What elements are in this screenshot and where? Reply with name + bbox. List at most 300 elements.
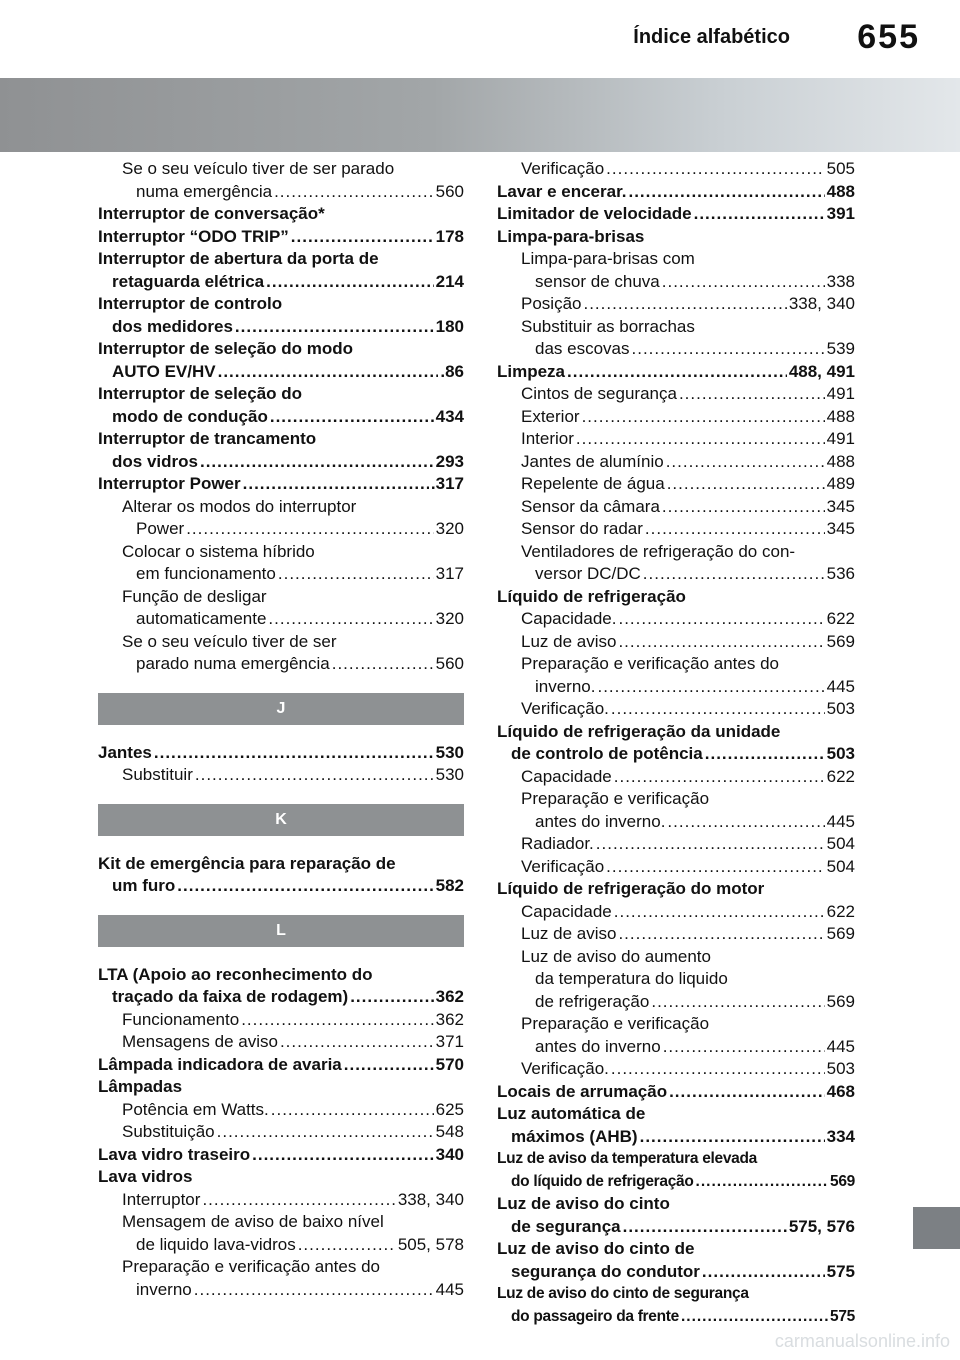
entry-text: Lava vidro traseiro xyxy=(98,1144,251,1164)
entry-text: Luz de aviso da temperatura elevada xyxy=(497,1150,757,1167)
entry-text: em funcionamento xyxy=(136,564,276,583)
index-entry xyxy=(98,853,464,876)
leader-dots xyxy=(241,1009,433,1032)
index-entry xyxy=(98,608,464,631)
index-entry xyxy=(497,226,855,249)
entry-page-ref: 489 xyxy=(826,474,855,493)
entry-text: Radiador. xyxy=(521,834,594,853)
index-entry xyxy=(98,361,464,384)
entry-text: Interruptor de controlo xyxy=(98,294,283,313)
entry-page-ref: 488 xyxy=(826,451,855,471)
entry-page-ref: 575 xyxy=(830,1307,855,1325)
entry-page-ref: 488 xyxy=(826,406,855,426)
index-entry xyxy=(497,496,855,519)
entry-text: Verificação xyxy=(521,856,605,876)
index-entry xyxy=(497,338,855,361)
leader-dots xyxy=(614,766,825,789)
entry-text: Exterior xyxy=(521,406,580,426)
index-entry xyxy=(497,1081,855,1104)
index-entry xyxy=(497,811,855,834)
leader-dots xyxy=(344,1054,434,1077)
entry-page-ref: 504 xyxy=(826,834,855,853)
entry-text: versor DC/DC xyxy=(535,564,641,583)
entry-text: Kit de emergência para reparação de xyxy=(98,853,396,873)
leader-dots xyxy=(669,1081,825,1104)
leader-dots xyxy=(623,1216,787,1239)
index-entry xyxy=(98,1279,464,1302)
index-entry xyxy=(98,1256,464,1279)
index-entry xyxy=(98,964,464,987)
entry-text: dos vidros xyxy=(112,451,198,471)
index-entry xyxy=(98,1031,464,1054)
entry-text: Preparação e verificação xyxy=(521,789,710,808)
entry-page-ref: 625 xyxy=(435,1099,464,1119)
index-column-right xyxy=(497,158,855,1328)
entry-page-ref: 560 xyxy=(435,181,464,201)
leader-dots xyxy=(606,158,824,181)
index-entry xyxy=(497,1058,855,1081)
entry-text: de segurança xyxy=(511,1216,621,1236)
leader-dots xyxy=(628,181,824,204)
index-entry xyxy=(98,226,464,249)
entry-page-ref: 505 xyxy=(826,159,855,178)
leader-dots xyxy=(332,653,434,676)
index-entry xyxy=(98,518,464,541)
index-entry xyxy=(497,406,855,429)
index-entry xyxy=(497,923,855,946)
entry-text: Luz de aviso do aumento xyxy=(521,946,711,966)
entry-page-ref: 445 xyxy=(826,676,855,696)
entry-page-ref: 178 xyxy=(435,226,464,246)
index-entry xyxy=(98,563,464,586)
index-entry xyxy=(497,1036,855,1059)
leader-dots xyxy=(252,1144,434,1167)
entry-page-ref: 338, 340 xyxy=(397,1189,464,1209)
index-entry xyxy=(497,653,855,676)
index-entry xyxy=(98,1009,464,1032)
leader-dots xyxy=(663,1036,825,1059)
leader-dots xyxy=(651,991,824,1014)
entry-page-ref: 569 xyxy=(830,1172,855,1190)
entry-page-ref: 582 xyxy=(435,876,464,895)
entry-text: Se o seu veículo tiver de ser parado xyxy=(122,159,395,178)
entry-text: Interruptor xyxy=(122,1189,201,1209)
entry-text: Alterar os modos do interruptor xyxy=(122,496,357,516)
index-entry xyxy=(497,518,855,541)
entry-page-ref: 320 xyxy=(435,609,464,628)
entry-text: um furo xyxy=(112,876,176,895)
index-entry xyxy=(98,316,464,339)
index-entry xyxy=(497,743,855,766)
index-entry xyxy=(497,181,855,204)
index-entry xyxy=(98,203,464,226)
entry-text: modo de condução xyxy=(112,406,268,426)
entry-text: Luz de aviso xyxy=(521,924,617,943)
entry-text: Sensor do radar xyxy=(521,519,643,538)
leader-dots xyxy=(640,1126,825,1149)
index-entry xyxy=(497,901,855,924)
index-entry xyxy=(497,856,855,879)
index-entry xyxy=(497,158,855,181)
leader-dots xyxy=(667,473,825,496)
leader-dots xyxy=(194,1279,434,1302)
index-entry xyxy=(497,316,855,339)
index-entry xyxy=(497,428,855,451)
entry-page-ref: 445 xyxy=(435,1279,464,1299)
entry-text: automaticamente xyxy=(136,609,267,628)
entry-page-ref: 334 xyxy=(826,1126,855,1146)
index-entry xyxy=(98,1099,464,1122)
index-entry xyxy=(497,946,855,969)
section-letter-bar: J xyxy=(98,693,464,725)
entry-page-ref: 214 xyxy=(435,271,464,291)
leader-dots xyxy=(280,1031,434,1054)
entry-text: Interior xyxy=(521,429,574,448)
entry-page-ref: 575 xyxy=(826,1261,855,1281)
leader-dots xyxy=(666,451,825,474)
index-entry xyxy=(98,1076,464,1099)
entry-page-ref: 293 xyxy=(435,451,464,471)
entry-text: Verificação xyxy=(521,159,605,178)
leader-dots xyxy=(218,361,439,384)
entry-text: Capacidade. xyxy=(521,609,617,628)
entry-page-ref: 569 xyxy=(826,991,855,1011)
entry-text: sensor de chuva xyxy=(535,271,660,291)
entry-text: Capacidade xyxy=(521,901,612,921)
index-entry xyxy=(98,986,464,1009)
entry-text: Jantes xyxy=(98,742,152,762)
header-gradient-band xyxy=(0,78,960,152)
index-entry xyxy=(497,1193,855,1216)
entry-text: Função de desligar xyxy=(122,586,267,606)
index-entry xyxy=(497,203,855,226)
index-entry xyxy=(497,1261,855,1284)
index-entry xyxy=(98,1189,464,1212)
page-number: 655 xyxy=(857,18,920,56)
index-entry xyxy=(497,1216,855,1239)
leader-dots xyxy=(243,473,429,496)
entry-text: AUTO EV/HV xyxy=(112,361,216,381)
entry-text: segurança do condutor xyxy=(511,1261,700,1281)
leader-dots xyxy=(298,1234,396,1257)
entry-page-ref: 505, 578 xyxy=(397,1234,464,1254)
entry-text: Capacidade xyxy=(521,766,612,786)
leader-dots xyxy=(154,742,434,765)
leader-dots xyxy=(597,676,824,699)
index-entry xyxy=(497,1013,855,1036)
entry-text: Preparação e verificação xyxy=(521,1014,710,1033)
entry-text: Líquido de refrigeração xyxy=(497,586,686,606)
index-entry xyxy=(497,1171,855,1194)
entry-text: Sensor da câmara xyxy=(521,496,660,516)
entry-text: parado numa emergência xyxy=(136,654,330,673)
entry-page-ref: 503 xyxy=(826,1059,855,1078)
entry-text: Líquido de refrigeração da unidade xyxy=(497,721,781,741)
leader-dots xyxy=(200,451,434,474)
index-entry xyxy=(98,248,464,271)
entry-page-ref: 391 xyxy=(826,204,855,223)
index-entry xyxy=(497,1306,855,1329)
index-entry xyxy=(98,1166,464,1189)
index-entry xyxy=(98,293,464,316)
entry-text: Interruptor de trancamento xyxy=(98,429,317,448)
entry-text: Substituir xyxy=(122,765,193,784)
entry-text: Luz de aviso do cinto xyxy=(497,1194,670,1213)
entry-text: Preparação e verificação antes do xyxy=(122,1257,380,1276)
entry-page-ref: 530 xyxy=(435,742,464,762)
leader-dots xyxy=(611,698,825,721)
entry-text: antes do inverno. xyxy=(535,811,666,831)
index-entry xyxy=(98,1054,464,1077)
entry-text: da temperatura do liquido xyxy=(535,969,728,988)
index-entry xyxy=(497,541,855,564)
index-entry xyxy=(497,878,855,901)
entry-text: inverno xyxy=(136,1279,192,1299)
leader-dots xyxy=(350,986,433,1009)
entry-page-ref: 488, 491 xyxy=(788,361,855,381)
entry-text: Lâmpada indicadora de avaria xyxy=(98,1054,342,1074)
entry-text: das escovas xyxy=(535,339,630,358)
index-entry xyxy=(497,698,855,721)
entry-page-ref: 569 xyxy=(826,924,855,943)
index-entry xyxy=(497,991,855,1014)
entry-text: Limpa-para-brisas xyxy=(497,226,645,246)
index-entry xyxy=(98,473,464,496)
index-entry xyxy=(497,631,855,654)
entry-text: de refrigeração xyxy=(535,991,650,1011)
index-entry xyxy=(98,1121,464,1144)
entry-text: Líquido de refrigeração do motor xyxy=(497,879,765,898)
index-entry xyxy=(497,721,855,744)
entry-text: Lâmpadas xyxy=(98,1077,183,1096)
entry-page-ref: 317 xyxy=(435,564,464,583)
leader-dots xyxy=(702,1261,825,1284)
index-entry xyxy=(98,875,464,898)
entry-text: Funcionamento xyxy=(122,1009,240,1029)
page-header xyxy=(0,0,960,70)
leader-dots xyxy=(705,743,825,766)
leader-dots xyxy=(177,875,433,898)
entry-page-ref: 345 xyxy=(826,496,855,516)
entry-text: Luz de aviso do cinto de segurança xyxy=(497,1285,749,1302)
entry-text: Ventiladores de refrigeração do con- xyxy=(521,541,796,561)
entry-page-ref: .86 xyxy=(440,361,464,381)
entry-text: Repelente de água xyxy=(521,474,665,493)
index-entry xyxy=(98,428,464,451)
entry-page-ref: 362 xyxy=(435,987,464,1006)
entry-page-ref: 371 xyxy=(435,1032,464,1051)
entry-text: inverno. xyxy=(535,676,596,696)
entry-page-ref: 445 xyxy=(826,811,855,831)
entry-page-ref: 530 xyxy=(435,765,464,784)
entry-page-ref: 491 xyxy=(826,384,855,403)
leader-dots xyxy=(679,383,825,406)
entry-text: Power xyxy=(136,519,185,538)
index-entry xyxy=(98,1144,464,1167)
index-entry xyxy=(497,248,855,271)
entry-text: Colocar o sistema híbrido xyxy=(122,541,315,561)
entry-text: Mensagem de aviso de baixo nível xyxy=(122,1212,384,1231)
entry-page-ref: 575, 576 xyxy=(788,1216,855,1236)
leader-dots xyxy=(662,496,825,519)
index-entry xyxy=(497,473,855,496)
index-entry xyxy=(497,1283,855,1306)
index-entry xyxy=(497,608,855,631)
leader-dots xyxy=(186,518,433,541)
index-entry xyxy=(497,676,855,699)
entry-text: numa emergência xyxy=(136,181,273,201)
leader-dots xyxy=(217,1121,434,1144)
index-entry xyxy=(497,383,855,406)
leader-dots xyxy=(291,226,434,249)
entry-text: traçado da faixa de rodagem) xyxy=(112,987,349,1006)
entry-text: Interruptor de seleção do xyxy=(98,384,303,403)
entry-page-ref: 548 xyxy=(435,1122,464,1141)
index-entry xyxy=(98,338,464,361)
index-entry xyxy=(98,742,464,765)
leader-dots xyxy=(667,811,824,834)
leader-dots xyxy=(618,923,824,946)
entry-page-ref: 445 xyxy=(826,1036,855,1056)
entry-page-ref: 180 xyxy=(435,316,464,336)
index-entry xyxy=(98,631,464,654)
leader-dots xyxy=(606,856,824,879)
index-entry xyxy=(98,451,464,474)
entry-page-ref: 503 xyxy=(826,699,855,718)
index-entry xyxy=(497,1103,855,1126)
section-letter-bar: L xyxy=(98,915,464,947)
entry-text: LTA (Apoio ao reconhecimento do xyxy=(98,964,373,984)
entry-text: Interruptor “ODO TRIP” xyxy=(98,226,289,246)
chapter-thumb-tab xyxy=(913,1207,960,1249)
leader-dots xyxy=(274,181,434,204)
entry-page-ref: .317 xyxy=(430,474,464,493)
entry-page-ref: 320 xyxy=(435,519,464,538)
entry-text: Potência em Watts. xyxy=(122,1099,269,1119)
leader-dots xyxy=(611,1058,825,1081)
entry-page-ref: 362 xyxy=(435,1009,464,1029)
index-entry xyxy=(497,293,855,316)
index-entry xyxy=(497,271,855,294)
index-entry xyxy=(98,406,464,429)
index-entry xyxy=(98,1211,464,1234)
index-entry xyxy=(497,968,855,991)
entry-text: Substituição xyxy=(122,1122,215,1141)
leader-dots xyxy=(662,271,825,294)
entry-text: Verificação. xyxy=(521,1059,609,1078)
index-entry xyxy=(98,271,464,294)
index-entry xyxy=(98,1234,464,1257)
entry-page-ref: 536 xyxy=(826,564,855,583)
leader-dots xyxy=(576,428,825,451)
entry-text: Limitador de velocidade xyxy=(497,204,692,223)
leader-dots xyxy=(270,406,434,429)
leader-dots xyxy=(618,608,824,631)
entry-text: retaguarda elétrica xyxy=(112,271,265,291)
entry-page-ref: 488 xyxy=(826,181,855,201)
entry-text: Interruptor de abertura da porta de xyxy=(98,249,379,268)
leader-dots xyxy=(696,1171,828,1194)
entry-text: do passageiro da frente xyxy=(511,1307,679,1325)
leader-dots xyxy=(643,563,825,586)
index-entry xyxy=(98,586,464,609)
leader-dots xyxy=(268,608,433,631)
leader-dots xyxy=(278,563,434,586)
entry-text: Limpeza xyxy=(497,361,566,381)
entry-text: Lava vidros xyxy=(98,1167,193,1186)
entry-page-ref: 622 xyxy=(826,609,855,628)
entry-text: dos medidores xyxy=(112,316,233,336)
entry-page-ref: 345 xyxy=(826,519,855,538)
index-entry xyxy=(98,181,464,204)
index-entry xyxy=(497,451,855,474)
entry-page-ref: 434 xyxy=(435,406,464,426)
entry-text: Limpa-para-brisas com xyxy=(521,249,695,268)
watermark: carmanualsonline.info xyxy=(774,1331,950,1351)
entry-text: Interruptor de seleção do modo xyxy=(98,339,354,358)
entry-page-ref: 338 xyxy=(826,271,855,291)
entry-text: do líquido de refrigeração xyxy=(511,1172,694,1190)
entry-text: Interruptor Power xyxy=(98,474,241,493)
index-entry xyxy=(98,158,464,181)
index-column-left xyxy=(98,158,464,1301)
index-entry xyxy=(497,1238,855,1261)
entry-page-ref: 503 xyxy=(826,744,855,763)
leader-dots xyxy=(235,316,434,339)
entry-page-ref: 560 xyxy=(435,654,464,673)
entry-text: Lavar e encerar. xyxy=(497,181,627,201)
leader-dots xyxy=(694,203,825,226)
entry-text: Locais de arrumação xyxy=(497,1081,668,1101)
leader-dots xyxy=(266,271,433,294)
leader-dots xyxy=(596,833,825,856)
section-letter-bar: K xyxy=(98,804,464,836)
entry-page-ref: 504 xyxy=(826,856,855,876)
leader-dots xyxy=(195,764,434,787)
index-entry xyxy=(497,586,855,609)
leader-dots xyxy=(583,293,786,316)
entry-text: Jantes de alumínio xyxy=(521,451,664,471)
leader-dots xyxy=(271,1099,434,1122)
leader-dots xyxy=(645,518,825,541)
entry-text: Cintos de segurança xyxy=(521,384,677,403)
entry-text: Se o seu veículo tiver de ser xyxy=(122,631,337,651)
leader-dots xyxy=(582,406,825,429)
leader-dots xyxy=(614,901,825,924)
entry-text: Substituir as borrachas xyxy=(521,316,695,336)
index-entry xyxy=(98,496,464,519)
entry-text: Verificação. xyxy=(521,699,609,718)
entry-page-ref: 569 xyxy=(826,631,855,651)
entry-page-ref: 338, 340 xyxy=(788,294,855,313)
section-title: Índice alfabético xyxy=(633,26,790,48)
index-entry xyxy=(98,653,464,676)
entry-text: antes do inverno xyxy=(535,1036,661,1056)
entry-text: Posição xyxy=(521,294,582,313)
index-entry xyxy=(497,833,855,856)
index-entry xyxy=(497,1148,855,1171)
entry-text: de liquido lava-vidros xyxy=(136,1234,296,1254)
entry-page-ref: 539 xyxy=(826,339,855,358)
entry-page-ref: 491 xyxy=(826,429,855,448)
entry-page-ref: 340 xyxy=(435,1144,464,1164)
leader-dots xyxy=(618,631,824,654)
index-entry xyxy=(497,563,855,586)
entry-text: Preparação e verificação antes do xyxy=(521,654,779,673)
index-entry xyxy=(497,361,855,384)
entry-page-ref: 570 xyxy=(435,1054,464,1074)
entry-text: máximos (AHB) xyxy=(511,1126,638,1146)
